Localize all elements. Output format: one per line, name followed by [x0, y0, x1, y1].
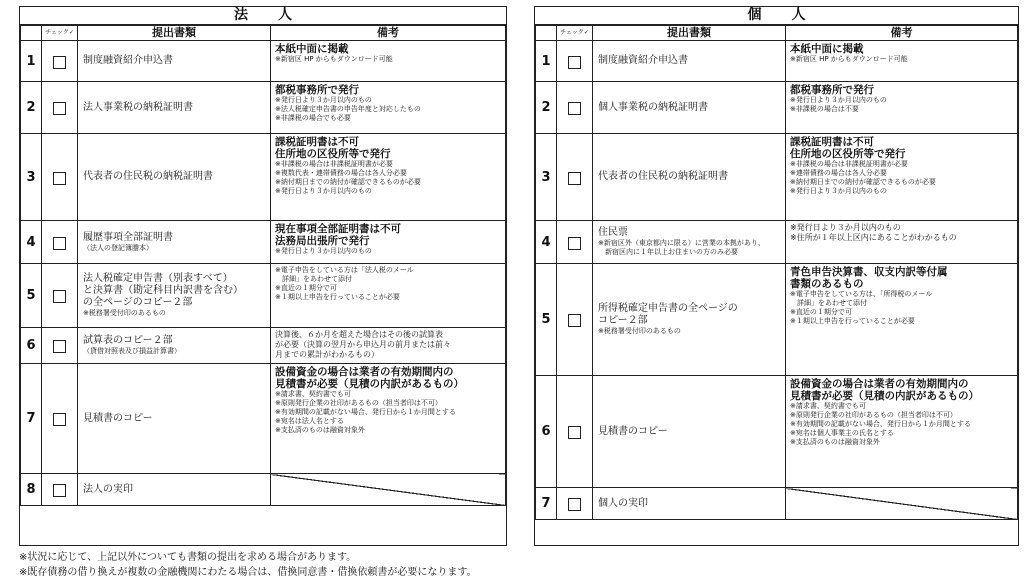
checklist-row [21, 41, 506, 82]
remarks-note: ※発行日より３か月以内のもの [275, 187, 372, 195]
corporate-title: 法人 [20, 7, 506, 25]
row-number: 6 [536, 376, 557, 488]
checklist-row [21, 328, 506, 364]
row-number: 6 [21, 328, 42, 364]
document-line: 法人事業税の納税証明書 [83, 101, 193, 113]
document-name [593, 264, 786, 376]
remarks [271, 364, 506, 474]
checkbox[interactable] [568, 314, 581, 327]
remarks-note: ※宛名は個人事業主の氏名とする [790, 429, 894, 437]
remarks [271, 41, 506, 82]
remarks-note: ※複数代表・連帯債務の場合は各人分必要 [275, 169, 407, 177]
checklist-row [21, 364, 506, 474]
remarks-main: 課税証明書は不可 [275, 136, 359, 148]
document-line: 個人の実印 [598, 497, 648, 509]
remarks-note: ※発行日より３か月以内のもの [790, 96, 887, 104]
document-line: コピー２部 [598, 315, 648, 326]
document-name [78, 82, 271, 134]
document-subnote: ※新宿区外（東京都内に限る）に営業の本拠があり、 [598, 239, 765, 247]
remarks [271, 82, 506, 134]
remarks-note: ※支払済のものは融資対象外 [790, 438, 880, 446]
remarks-note: 決算後、６か月を超えた場合はその後の試算表 [275, 330, 443, 339]
remarks-main: 青色申告決算書、収支内訳等付属 [790, 266, 948, 278]
row-number: 5 [21, 264, 42, 328]
document-subnote: ※税務署受付印のあるもの [598, 327, 681, 335]
checklist-row [21, 134, 506, 221]
row-number: 2 [21, 82, 42, 134]
remarks [271, 474, 506, 506]
row-number: 7 [536, 488, 557, 520]
checkbox[interactable] [53, 237, 66, 250]
remarks-note: ※有効期間の記載がない場合、発行日から１か月間とする [790, 420, 971, 428]
remarks-note: ※原則発行企業の社印があるもの（担当者印は不可） [790, 411, 957, 419]
remarks-note: ※支払済のものは融資対象外 [275, 426, 365, 434]
remarks [786, 376, 1018, 488]
checkbox[interactable] [53, 56, 66, 69]
documents-header: 提出書類 [78, 26, 271, 41]
checkbox[interactable] [53, 290, 66, 303]
row-number: 8 [21, 474, 42, 506]
remarks [786, 264, 1018, 376]
remarks-note: ※非課税の場合は非課税証明書が必要 [275, 160, 393, 168]
row-number: 5 [536, 264, 557, 376]
document-line: と決算書（勘定科目内訳書を含む） [83, 285, 243, 296]
document-name [593, 41, 786, 82]
row-number: 3 [536, 134, 557, 221]
remarks-note: ※住所が１年以上区内にあることがわかるもの [790, 233, 957, 242]
remarks-note: ※宛名は法人名とする [275, 417, 344, 425]
remarks-note: ※請求書、契約書でも可 [790, 402, 866, 410]
documents-header: 提出書類 [593, 26, 786, 41]
remarks-note: ※発行日より３か月以内のもの [275, 96, 372, 104]
checkbox[interactable] [53, 340, 66, 353]
checkbox[interactable] [568, 172, 581, 185]
document-line: 試算表のコピー２部 [83, 335, 173, 346]
checklist-row [21, 82, 506, 134]
document-line: 制度融資紹介申込書 [598, 55, 688, 66]
document-line: 住民票 [598, 227, 628, 238]
remarks-note: ※納付期日までの納付が確認できるものが必要 [790, 178, 936, 186]
remarks-note: ※非課税の場合でも必要 [275, 114, 351, 122]
checkbox[interactable] [53, 484, 66, 497]
checkbox[interactable] [568, 102, 581, 115]
row-number: 7 [21, 364, 42, 474]
remarks-note: ※非課税の場合は不要 [790, 105, 859, 113]
document-name [593, 82, 786, 134]
remarks-main: 本紙中面に掲載 [275, 43, 349, 55]
remarks [271, 328, 506, 364]
remarks-note: ※原則発行企業の社印があるもの（担当者印は不可） [275, 399, 442, 407]
remarks-main: 現在事項全部証明書は不可 [275, 223, 401, 235]
remarks-main: 法務局出張所で発行 [275, 235, 370, 247]
remarks-main: 都税事務所で発行 [790, 84, 874, 96]
document-line: 見積書のコピー [83, 412, 153, 424]
remarks-note: ※直近の１期分で可 [790, 308, 852, 316]
check-header: チェック✓ [557, 26, 593, 41]
checkbox[interactable] [568, 498, 581, 511]
footnote-1: ※状況に応じて、上記以外についても書類の提出を求める場合があります。 [19, 552, 357, 563]
document-line: 制度融資紹介申込書 [83, 55, 173, 66]
remarks [786, 488, 1018, 520]
checkbox[interactable] [568, 237, 581, 250]
remarks-header: 備考 [786, 26, 1018, 41]
checklist-row [21, 474, 506, 506]
remarks-main: 見積書が必要（見積の内訳があるもの） [275, 378, 464, 390]
row-number: 2 [536, 82, 557, 134]
remarks-note: ※非課税の場合は非課税証明書が必要 [790, 160, 908, 168]
corporate-header-row [21, 26, 506, 41]
individual-header-row [536, 26, 1018, 41]
checklist-row [536, 376, 1018, 488]
document-line: の全ページのコピー２部 [83, 297, 193, 308]
remarks-note: ※請求書、契約書でも可 [275, 390, 351, 398]
checklist-row [536, 82, 1018, 134]
remarks-note: ※発行日より３か月以内のもの [275, 247, 372, 255]
document-line: 法人税確定申告書（別表すべて） [83, 273, 233, 284]
checkbox[interactable] [53, 102, 66, 115]
checkbox[interactable] [53, 413, 66, 426]
checklist-row [536, 134, 1018, 221]
document-name [78, 221, 271, 264]
remarks-main: 設備資金の場合は業者の有効期間内の [275, 366, 454, 378]
checkbox[interactable] [53, 172, 66, 185]
check-header: チェック✓ [42, 26, 78, 41]
remarks-note: ※直近の１期分で可 [275, 284, 337, 292]
remarks-note: 詳細」をあわせて添付 [790, 299, 867, 307]
individual-checklist-panel [534, 6, 1019, 546]
remarks-note: ※１期以上申告を行っていることが必要 [275, 293, 400, 301]
document-line: 履歴事項全部証明書 [83, 231, 173, 243]
remarks-note: ※有効期間の記載がない場合、発行日から１か月間とする [275, 408, 456, 416]
document-subnote: （法人の登記簿謄本） [83, 243, 153, 252]
row-number: 1 [21, 41, 42, 82]
document-line: 代表者の住民税の納税証明書 [83, 171, 213, 182]
document-line: 見積書のコピー [598, 425, 668, 437]
document-name [78, 474, 271, 506]
remarks-main: 本紙中面に掲載 [790, 43, 864, 55]
document-name [78, 328, 271, 364]
remarks [786, 221, 1018, 264]
checklist-row [21, 221, 506, 264]
document-line: 法人の実印 [83, 483, 133, 495]
document-subnote: ※税務署受付印のあるもの [83, 309, 166, 317]
remarks [786, 134, 1018, 221]
remarks-main: 都税事務所で発行 [275, 84, 359, 96]
document-name [593, 221, 786, 264]
individual-table [535, 25, 1018, 520]
document-line: 所得税確定申告書の全ページの [598, 303, 738, 314]
document-name [78, 364, 271, 474]
document-name [78, 41, 271, 82]
corporate-table [20, 25, 506, 506]
remarks [786, 41, 1018, 82]
remarks-note: ※連帯債務の場合は各人分必要 [790, 169, 887, 177]
remarks-note: ※電子申告をしている方は、「所得税のメール [790, 290, 933, 298]
document-name [78, 264, 271, 328]
document-name [593, 134, 786, 221]
remarks-main: 書類のあるもの [790, 278, 864, 290]
corporate-checklist-panel [19, 6, 507, 546]
checklist-row [21, 264, 506, 328]
checklist-row [536, 488, 1018, 520]
document-name [78, 134, 271, 221]
document-subnote: （貸借対照表及び損益計算書） [83, 347, 181, 355]
remarks-note: ※納付期日までの納付が確認できるものが必要 [275, 178, 421, 186]
footnote-2: ※既存債務の借り換えが複数の金融機関にわたる場合は、借換同意書・借換依頼書が必要になります。 [19, 567, 477, 578]
remarks-main: 設備資金の場合は業者の有効期間内の [790, 378, 969, 390]
document-name [593, 488, 786, 520]
document-line: 個人事業税の納税証明書 [598, 101, 708, 113]
remarks-header: 備考 [271, 26, 506, 41]
remarks-main: 住所地の区役所等で発行 [275, 148, 391, 160]
remarks-note: ※新宿区 HP からもダウンロード可能 [790, 55, 908, 63]
remarks-note: ※発行日より３か月以内のもの [790, 187, 887, 195]
remarks-note: ※発行日より３か月以内のもの [790, 223, 901, 232]
remarks-note: 月までの累計がわかるもの） [275, 350, 379, 359]
row-number: 3 [21, 134, 42, 221]
remarks-note: ※電子申告をしている方は「法人税のメール [275, 266, 414, 274]
checklist-row [536, 41, 1018, 82]
checklist-row [536, 264, 1018, 376]
checkbox[interactable] [568, 426, 581, 439]
checkbox[interactable] [568, 56, 581, 69]
remarks-main: 住所地の区役所等で発行 [790, 148, 906, 160]
remarks-note: ※法人税確定申告書の申告年度と対応したもの [275, 105, 421, 113]
checklist-row [536, 221, 1018, 264]
document-name [593, 376, 786, 488]
remarks [271, 134, 506, 221]
remarks-note: ※新宿区 HP からもダウンロード可能 [275, 55, 393, 63]
remarks-note: 詳細」をあわせて添付 [275, 275, 352, 283]
document-line: 代表者の住民税の納税証明書 [598, 171, 728, 182]
remarks-main: 見積書が必要（見積の内訳があるもの） [790, 390, 979, 402]
document-subnote: 新宿区内に１年以上お住まいの方のみ必要 [598, 248, 738, 256]
remarks-note: ※１期以上申告を行っていることが必要 [790, 317, 915, 325]
row-number: 1 [536, 41, 557, 82]
row-number: 4 [536, 221, 557, 264]
remarks-note: が必要（決算の翌月から申込月の前月または前々 [275, 340, 451, 349]
remarks [271, 264, 506, 328]
row-number: 4 [21, 221, 42, 264]
remarks [271, 221, 506, 264]
remarks [786, 82, 1018, 134]
remarks-main: 課税証明書は不可 [790, 136, 874, 148]
individual-title: 個人 [535, 7, 1018, 25]
